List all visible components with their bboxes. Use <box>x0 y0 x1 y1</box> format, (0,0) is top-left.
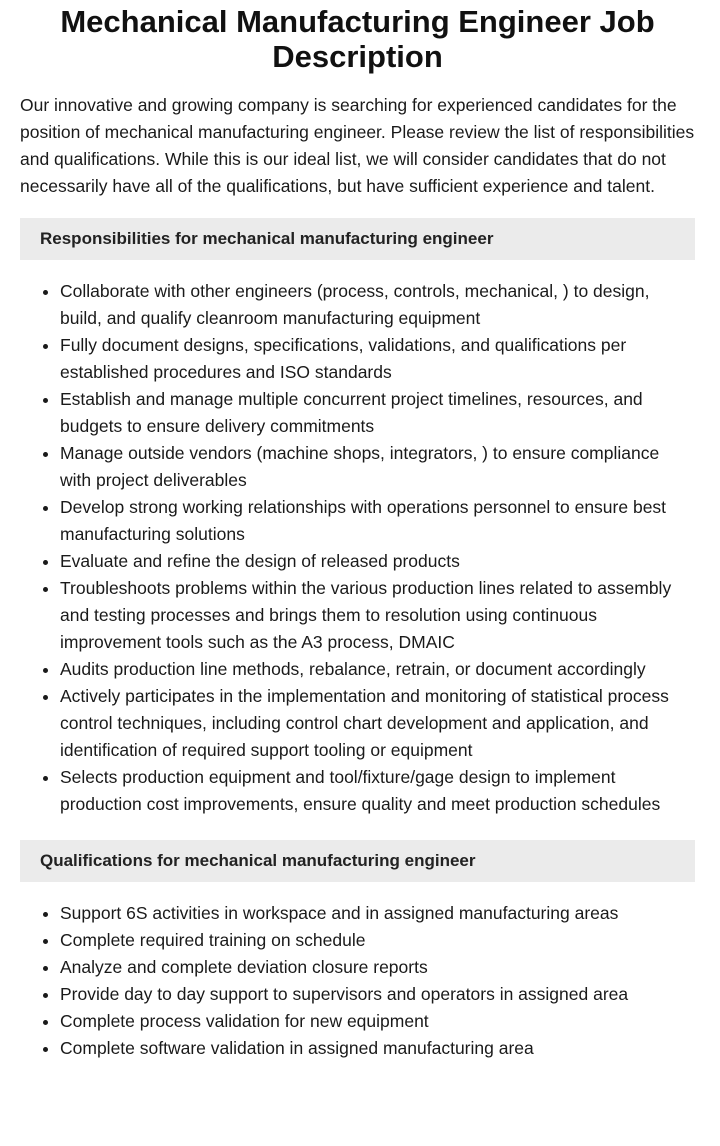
list-item: • Actively participates in the implementation and monitoring of statistical process control techniques, including control chart development and application, and identification of required support tooling or equipment <box>60 683 695 764</box>
page-title: Mechanical Manufacturing Engineer Job Description <box>60 4 655 74</box>
list-item: • Selects production equipment and tool/fixture/gage design to implement production cost improvements, ensure quality and meet production schedules <box>60 764 695 818</box>
list-item: • Analyze and complete deviation closure reports <box>60 954 695 981</box>
list-item: • Provide day to day support to supervisors and operators in assigned area <box>60 981 695 1008</box>
responsibilities-list <box>20 278 695 818</box>
list-item: • Evaluate and refine the design of released products <box>60 548 695 575</box>
list-item: • Audits production line methods, rebalance, retrain, or document accordingly <box>60 656 695 683</box>
qualifications-list <box>20 900 695 1062</box>
responsibilities-heading: Responsibilities for mechanical manufacturing engineer <box>20 218 695 260</box>
list-item: • Complete required training on schedule <box>60 927 695 954</box>
list-item: • Troubleshoots problems within the various production lines related to assembly and testing processes and brings them to resolution using continuous improvement tools such as the A3 process, DMAIC <box>60 575 695 656</box>
qualifications-heading: Qualifications for mechanical manufacturing engineer <box>20 840 695 882</box>
list-item: • Complete process validation for new equipment <box>60 1008 695 1035</box>
list-item: • Fully document designs, specifications, validations, and qualifications per established procedures and ISO standards <box>60 332 695 386</box>
list-item: • Collaborate with other engineers (process, controls, mechanical, ) to design, build, and qualify cleanroom manufacturing equipment <box>60 278 695 332</box>
list-item: • Manage outside vendors (machine shops, integrators, ) to ensure compliance with project deliverables <box>60 440 695 494</box>
list-item: • Develop strong working relationships with operations personnel to ensure best manufacturing solutions <box>60 494 695 548</box>
intro-paragraph: Our innovative and growing company is searching for experienced candidates for the position of mechanical manufacturing engineer. Please review the list of responsibilities and qualifications. While this is our ideal list, we will consider candidates that do not necessarily have all of the qualifications, but have sufficient experience and talent. <box>20 95 695 196</box>
list-item: • Complete software validation in assigned manufacturing area <box>60 1035 695 1062</box>
list-item: • Establish and manage multiple concurrent project timelines, resources, and budgets to ensure delivery commitments <box>60 386 695 440</box>
list-item: • Support 6S activities in workspace and in assigned manufacturing areas <box>60 900 695 927</box>
